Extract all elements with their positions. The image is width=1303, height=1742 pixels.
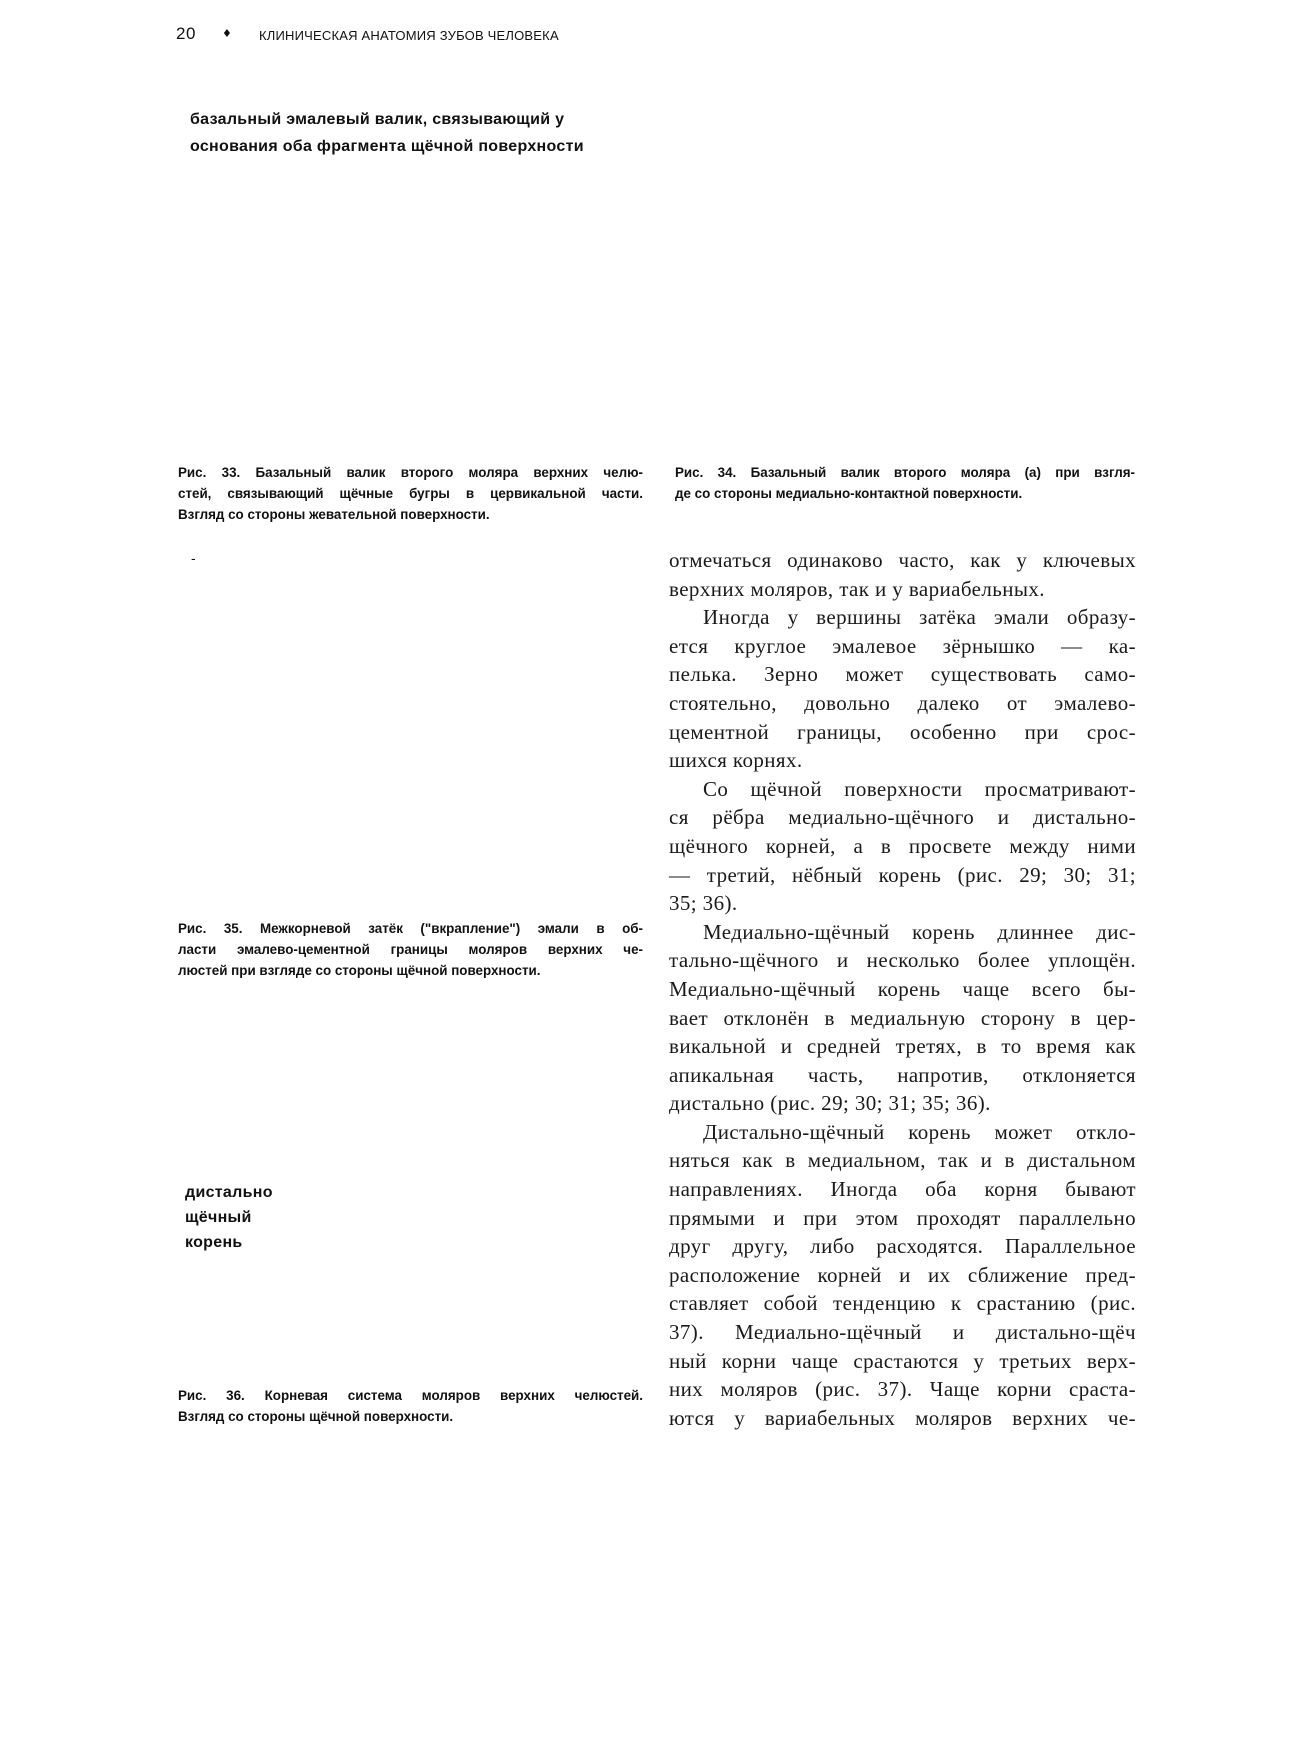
- body-line: викальной и средней третях, в то время как: [669, 1034, 1136, 1059]
- body-line: верхних моляров, так и у вариабельных.: [669, 576, 1045, 601]
- body-line: шихся корнях.: [669, 748, 803, 773]
- body-line: ется круглое эмалевое зёрнышко — ка-: [669, 633, 1136, 658]
- body-line: ставляет собой тенденцию к срастанию (рис.: [669, 1291, 1136, 1316]
- page-number: 20: [176, 24, 196, 43]
- body-line: направлениях. Иногда оба корня бывают: [669, 1177, 1136, 1202]
- figure-dash-mark: -: [191, 550, 196, 566]
- body-line: стоятельно, довольно далеко от эмалево-: [669, 690, 1136, 715]
- body-line: Со щёчной поверхности просматривают-: [703, 776, 1136, 801]
- label-line: базальный эмалевый валик, связывающий у: [190, 111, 565, 128]
- caption-line: Рис. 35. Межкорневой затёк ("вкрапление") эмали в об-: [178, 921, 643, 936]
- caption-fig-34: [675, 462, 1135, 504]
- body-line: тально-щёчного и несколько более уплощён.: [669, 948, 1136, 973]
- running-title: КЛИНИЧЕСКАЯ АНАТОМИЯ ЗУБОВ ЧЕЛОВЕКА: [259, 28, 559, 43]
- caption-line: стей, связывающий щёчные бугры в цервикальной части.: [178, 486, 643, 501]
- body-line: дистально (рис. 29; 30; 31; 35; 36).: [669, 1091, 991, 1116]
- body-line: расположение корней и их сближение пред-: [669, 1262, 1136, 1287]
- caption-line: Взгляд со стороны жевательной поверхности.: [178, 507, 490, 522]
- body-line: них моляров (рис. 37). Чаще корни сраста-: [669, 1377, 1136, 1402]
- body-line: Медиально-щёчный корень чаще всего бы-: [669, 976, 1136, 1001]
- caption-line: ласти эмалево-цементной границы моляров верхних че-: [178, 942, 643, 957]
- caption-line: де со стороны медиально-контактной поверхности.: [675, 486, 1023, 501]
- label-line: корень: [185, 1234, 243, 1251]
- header-separator-icon: ♦: [222, 27, 232, 40]
- body-line: Дистально-щёчный корень может откло-: [703, 1119, 1136, 1144]
- caption-line: люстей при взгляде со стороны щёчной поверхности.: [178, 963, 541, 978]
- body-line: друг другу, либо расходятся. Параллельное: [669, 1234, 1136, 1259]
- body-text-column: [669, 546, 1136, 1432]
- body-line: цементной границы, особенно при срос-: [669, 719, 1136, 744]
- body-line: Медиально-щёчный корень длиннее дис-: [703, 919, 1136, 944]
- caption-line: Взгляд со стороны щёчной поверхности.: [178, 1409, 454, 1424]
- label-line: основания оба фрагмента щёчной поверхности: [190, 138, 584, 155]
- figure-label-distal-root: [185, 1180, 273, 1255]
- caption-line: Рис. 33. Базальный валик второго моляра верхних челю-: [178, 465, 643, 480]
- body-line: вает отклонён в медиальную сторону в цер-: [669, 1005, 1136, 1030]
- figure-label-basal-ridge: [190, 106, 584, 160]
- label-line: дистально: [185, 1184, 273, 1201]
- body-line: — третий, нёбный корень (рис. 29; 30; 31;: [669, 862, 1136, 887]
- caption-fig-36: [178, 1385, 643, 1427]
- body-line: 37). Медиально-щёчный и дистально-щёч: [669, 1320, 1136, 1345]
- body-line: Иногда у вершины затёка эмали образу-: [703, 605, 1136, 630]
- body-line: щёчного корней, а в просвете между ними: [669, 833, 1136, 858]
- body-line: ный корни чаще срастаются у третьих верх-: [669, 1348, 1136, 1373]
- caption-fig-35: [178, 918, 643, 981]
- body-line: прямыми и при этом проходят параллельно: [669, 1205, 1136, 1230]
- body-line: 35; 36).: [669, 891, 738, 916]
- body-line: пелька. Зерно может существовать само-: [669, 662, 1136, 687]
- caption-fig-33: [178, 462, 643, 525]
- caption-line: Рис. 34. Базальный валик второго моляра (а) при взгля-: [675, 465, 1135, 480]
- body-line: апикальная часть, напротив, отклоняется: [669, 1062, 1136, 1087]
- body-line: ются у вариабельных моляров верхних че-: [669, 1405, 1136, 1430]
- body-line: няться как в медиальном, так и в дистальном: [669, 1148, 1136, 1173]
- label-line: щёчный: [185, 1209, 252, 1226]
- caption-line: Рис. 36. Корневая система моляров верхних челюстей.: [178, 1388, 643, 1403]
- body-line: ся рёбра медиально-щёчного и дистально-: [669, 805, 1136, 830]
- body-line: отмечаться одинаково часто, как у ключевых: [669, 548, 1136, 572]
